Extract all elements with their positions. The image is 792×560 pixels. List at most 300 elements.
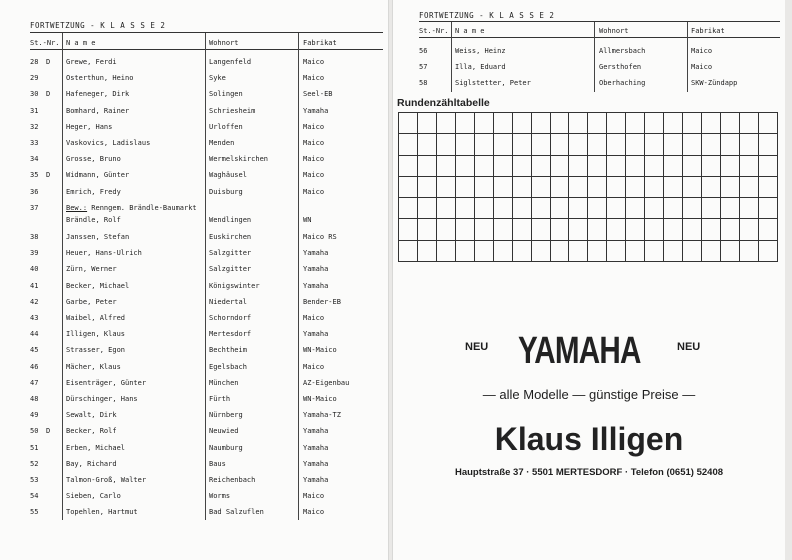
rider-name: Heger, Hans: [66, 122, 113, 131]
rider-name: Heuer, Hans-Ulrich: [66, 249, 142, 258]
lap-cell: [531, 176, 550, 197]
lap-cell: [758, 176, 777, 197]
sponsor-note: Bew.: Renngem. Brändle-Baumarkt: [66, 204, 197, 212]
table-row: [0, 473, 388, 489]
rider-make: Maico: [303, 508, 325, 517]
lap-cell: [436, 219, 455, 240]
lap-cell: [739, 134, 758, 155]
lap-cell: [531, 134, 550, 155]
lap-cell: [512, 198, 531, 219]
table-row: [0, 295, 388, 311]
col-header-name: N a m e: [455, 27, 485, 35]
lap-cell: [758, 219, 777, 240]
yamaha-logo: YAMAHA: [518, 330, 641, 372]
rider-name: Brändle, Rolf: [66, 216, 121, 224]
rider-make: Maico: [691, 63, 713, 71]
rider-name: Eisenträger, Günter: [66, 378, 147, 387]
lap-cell: [436, 134, 455, 155]
rider-make: Yamaha: [303, 330, 329, 339]
rider-hometown: Wermelskirchen: [209, 155, 269, 164]
rider-name: Illa, Eduard: [455, 63, 506, 71]
start-number: 47: [30, 378, 39, 387]
table-row: [0, 120, 388, 136]
rider-hometown: Salzgitter: [209, 265, 252, 274]
table-row: [0, 136, 388, 152]
rider-make: SKW-Zündapp: [691, 79, 738, 87]
start-number: 48: [30, 395, 39, 403]
col-header-name: N a m e: [66, 39, 96, 47]
table-row: [0, 311, 388, 327]
table-row: [0, 201, 388, 231]
lap-cell: [417, 155, 436, 176]
table-row: [393, 44, 785, 60]
start-number: 44: [30, 330, 39, 339]
ad-new-label-left: NEU: [465, 341, 489, 353]
rider-hometown: Bad Salzuflen: [209, 508, 264, 517]
start-number: 32: [30, 122, 39, 131]
rider-name: Janssen, Stefan: [66, 233, 130, 241]
lap-cell: [664, 240, 683, 261]
lap-cell: [399, 240, 418, 261]
start-number: 43: [30, 314, 39, 322]
lap-cell: [626, 155, 645, 176]
rider-hometown: Bechtheim: [209, 346, 247, 355]
rider-name: Talmon-Groß, Walter: [66, 476, 147, 484]
lap-cell: [569, 198, 588, 219]
lap-cell: [683, 198, 702, 219]
rider-make: Maico: [691, 47, 713, 55]
dealer-name: Klaus Illigen: [494, 421, 684, 457]
rider-name: Becker, Rolf: [66, 427, 117, 436]
table-row: [0, 279, 388, 295]
lap-cell: [664, 113, 683, 134]
lap-cell: [758, 198, 777, 219]
table-row: [0, 408, 388, 424]
rider-hometown: Solingen: [209, 90, 243, 99]
table-row: [0, 185, 388, 201]
lap-cell: [569, 155, 588, 176]
lap-cell: [702, 155, 721, 176]
lap-cell: [569, 240, 588, 261]
lap-cell: [626, 176, 645, 197]
lap-cell: [758, 134, 777, 155]
page-header: FORTWETZUNG - K L A S S E 2: [419, 11, 555, 20]
start-number: 50: [30, 427, 39, 436]
start-number: 28: [30, 58, 39, 66]
rider-name: Sewalt, Dirk: [66, 411, 117, 420]
lap-cell: [417, 219, 436, 240]
rider-hometown: Salzgitter: [209, 249, 252, 258]
lap-cell: [550, 198, 569, 219]
lap-cell: [702, 198, 721, 219]
lap-cell: [493, 240, 512, 261]
rider-make: Yamaha: [303, 476, 329, 484]
right-page: [392, 0, 785, 560]
lap-cell: [664, 198, 683, 219]
rider-hometown: Reichenbach: [209, 476, 256, 484]
start-number: 37: [30, 204, 39, 212]
rider-name: Garbe, Peter: [66, 297, 117, 306]
rider-make: WN-Maico: [303, 395, 337, 403]
rider-name: Grewe, Ferdi: [66, 58, 117, 66]
left-page: [0, 0, 389, 560]
rider-name: Widmann, Günter: [66, 171, 130, 180]
lap-cell: [588, 219, 607, 240]
lap-cell: [720, 198, 739, 219]
lap-cell: [455, 155, 474, 176]
col-header-fabrikat: Fabrikat: [303, 39, 337, 47]
rider-make: Maico: [303, 122, 325, 131]
rider-make: Yamaha: [303, 459, 329, 468]
lap-cell: [436, 176, 455, 197]
lap-cell: [455, 113, 474, 134]
lap-count-grid: [398, 112, 778, 262]
rider-hometown: Königswinter: [209, 281, 260, 290]
lap-cell: [569, 219, 588, 240]
ad-slogan: — alle Modelle — günstige Preise —: [482, 387, 696, 402]
rider-make: Maico RS: [303, 233, 337, 241]
rider-name: Weiss, Heinz: [455, 47, 506, 55]
rider-make: Maico: [303, 187, 325, 196]
rider-name: Osterthun, Heino: [66, 74, 134, 83]
lap-cell: [493, 155, 512, 176]
lap-cell: [645, 198, 664, 219]
col-header-wohnort: Wohnort: [599, 27, 629, 35]
rider-hometown: Syke: [209, 74, 226, 83]
start-number: 45: [30, 346, 39, 355]
rider-name: Illigen, Klaus: [66, 330, 126, 339]
lap-table-title: Rundenzähltabelle: [397, 97, 490, 109]
table-row: [0, 55, 388, 71]
table-row: [0, 424, 388, 440]
lap-cell: [493, 113, 512, 134]
rider-hometown: Langenfeld: [209, 58, 252, 66]
rider-hometown: Neuwied: [209, 427, 239, 436]
lap-cell: [588, 155, 607, 176]
lap-cell: [645, 113, 664, 134]
rider-name: Strasser, Egon: [66, 346, 126, 355]
page-header: FORTWETZUNG - K L A S S E 2: [30, 21, 166, 30]
lap-cell: [474, 155, 493, 176]
lap-cell: [702, 240, 721, 261]
award-mark: D: [46, 90, 51, 99]
award-mark: D: [46, 58, 51, 66]
lap-cell: [399, 134, 418, 155]
lap-cell: [417, 113, 436, 134]
rider-hometown: Schriesheim: [209, 106, 256, 115]
lap-cell: [474, 134, 493, 155]
table-top-rule: [30, 32, 383, 33]
rider-make: WN: [303, 216, 312, 224]
lap-cell: [739, 176, 758, 197]
lap-cell: [474, 219, 493, 240]
lap-cell: [436, 155, 455, 176]
rider-name: Dürschinger, Hans: [66, 395, 138, 403]
lap-cell: [531, 219, 550, 240]
rider-hometown: München: [209, 378, 239, 387]
rider-hometown: Nürnberg: [209, 411, 243, 420]
lap-cell: [607, 155, 626, 176]
lap-cell: [702, 219, 721, 240]
lap-cell: [474, 113, 493, 134]
rider-make: AZ-Eigenbau: [303, 378, 350, 387]
lap-cell: [702, 176, 721, 197]
start-number: 58: [419, 79, 428, 87]
rider-hometown: Egelsbach: [209, 362, 247, 371]
lap-cell: [702, 134, 721, 155]
lap-cell: [455, 219, 474, 240]
lap-cell: [493, 176, 512, 197]
lap-cell: [607, 134, 626, 155]
lap-cell: [569, 134, 588, 155]
col-header-wohnort: Wohnort: [209, 39, 239, 47]
lap-cell: [550, 134, 569, 155]
table-row: [393, 60, 785, 76]
rider-make: Seel-EB: [303, 90, 333, 99]
lap-cell: [512, 240, 531, 261]
lap-cell: [720, 113, 739, 134]
start-number: 51: [30, 443, 39, 452]
rider-hometown: Urloffen: [209, 122, 243, 131]
dealer-address: Hauptstraße 37 · 5501 MERTESDORF · Telefon (0651) 52408: [454, 467, 724, 478]
lap-cell: [455, 198, 474, 219]
lap-cell: [531, 155, 550, 176]
rider-make: Bender-EB: [303, 297, 341, 306]
rider-hometown: Menden: [209, 139, 235, 147]
lap-cell: [550, 219, 569, 240]
start-number: 57: [419, 63, 428, 71]
lap-cell: [645, 134, 664, 155]
lap-cell: [626, 134, 645, 155]
lap-cell: [399, 155, 418, 176]
lap-cell: [550, 155, 569, 176]
rider-hometown: Niedertal: [209, 297, 247, 306]
lap-cell: [607, 219, 626, 240]
start-number: 55: [30, 508, 39, 517]
lap-cell: [720, 176, 739, 197]
col-header-fabrikat: Fabrikat: [691, 27, 725, 35]
award-mark: D: [46, 171, 51, 180]
lap-cell: [758, 113, 777, 134]
lap-cell: [550, 176, 569, 197]
start-number: 31: [30, 106, 39, 115]
lap-cell: [588, 176, 607, 197]
rider-name: Erben, Michael: [66, 443, 126, 452]
rider-name: Siglstetter, Peter: [455, 79, 531, 87]
start-number: 29: [30, 74, 39, 83]
lap-cell: [455, 176, 474, 197]
rider-make: Maico: [303, 139, 325, 147]
start-number: 54: [30, 492, 39, 501]
table-row: [0, 230, 388, 246]
lap-cell: [607, 240, 626, 261]
lap-cell: [720, 240, 739, 261]
lap-cell: [455, 134, 474, 155]
lap-cell: [645, 219, 664, 240]
start-number: 36: [30, 187, 39, 196]
table-row: [0, 505, 388, 521]
start-number: 41: [30, 281, 39, 290]
lap-cell: [607, 113, 626, 134]
col-header-nr: St.-Nr.: [30, 39, 60, 47]
table-row: [0, 327, 388, 343]
lap-cell: [739, 240, 758, 261]
rider-make: Maico: [303, 155, 325, 164]
rider-name: Zürn, Werner: [66, 265, 117, 274]
lap-cell: [512, 113, 531, 134]
lap-cell: [626, 219, 645, 240]
rider-hometown: Gersthofen: [599, 63, 642, 71]
rider-make: Maico: [303, 58, 325, 66]
rider-name: Mächer, Klaus: [66, 362, 121, 371]
rider-hometown: Waghäusel: [209, 171, 247, 180]
lap-cell: [436, 113, 455, 134]
lap-cell: [417, 198, 436, 219]
rider-hometown: Worms: [209, 492, 231, 501]
rider-hometown: Baus: [209, 459, 226, 468]
lap-cell: [739, 198, 758, 219]
lap-cell: [550, 113, 569, 134]
lap-cell: [626, 198, 645, 219]
lap-cell: [474, 176, 493, 197]
start-number: 53: [30, 476, 39, 484]
rider-name: Vaskovics, Ladislaus: [66, 139, 151, 147]
lap-cell: [645, 155, 664, 176]
lap-cell: [493, 134, 512, 155]
start-number: 30: [30, 90, 39, 99]
rider-make: Yamaha: [303, 281, 329, 290]
ad-new-label-right: NEU: [677, 341, 701, 353]
table-row: [0, 392, 388, 408]
start-number: 56: [419, 47, 428, 55]
award-mark: D: [46, 427, 51, 436]
table-row: [0, 87, 388, 103]
lap-cell: [436, 240, 455, 261]
lap-cell: [531, 240, 550, 261]
lap-cell: [512, 134, 531, 155]
start-number: 39: [30, 249, 39, 258]
lap-cell: [474, 240, 493, 261]
lap-cell: [758, 240, 777, 261]
col-header-nr: St.-Nr.: [419, 27, 449, 35]
lap-cell: [569, 176, 588, 197]
table-top-rule: [419, 21, 780, 22]
rider-make: Maico: [303, 314, 325, 322]
table-row: [0, 246, 388, 262]
lap-cell: [417, 134, 436, 155]
lap-cell: [399, 198, 418, 219]
lap-cell: [474, 198, 493, 219]
table-row: [0, 71, 388, 87]
rider-name: Waibel, Alfred: [66, 314, 126, 322]
table-row: [0, 376, 388, 392]
lap-cell: [493, 198, 512, 219]
lap-cell: [626, 240, 645, 261]
lap-cell: [417, 240, 436, 261]
lap-cell: [607, 176, 626, 197]
table-row: [0, 343, 388, 359]
lap-cell: [399, 176, 418, 197]
rider-make: Maico: [303, 492, 325, 501]
lap-cell: [664, 134, 683, 155]
lap-cell: [683, 240, 702, 261]
lap-cell: [702, 113, 721, 134]
table-row: [393, 76, 785, 92]
rider-make: Maico: [303, 171, 325, 180]
lap-cell: [550, 240, 569, 261]
lap-cell: [512, 219, 531, 240]
rider-make: WN-Maico: [303, 346, 337, 355]
lap-cell: [683, 155, 702, 176]
lap-cell: [455, 240, 474, 261]
table-row: [0, 489, 388, 505]
table-row: [0, 457, 388, 473]
rider-hometown: Oberhaching: [599, 79, 646, 87]
rider-name: Bomhard, Rainer: [66, 106, 130, 115]
rider-name: Bay, Richard: [66, 459, 117, 468]
lap-cell: [493, 219, 512, 240]
lap-cell: [569, 113, 588, 134]
table-row: [0, 104, 388, 120]
rider-make: Maico: [303, 362, 325, 371]
rider-make: Yamaha: [303, 106, 329, 115]
rider-hometown: Wendlingen: [209, 216, 252, 224]
lap-cell: [758, 155, 777, 176]
lap-cell: [739, 155, 758, 176]
lap-cell: [399, 219, 418, 240]
lap-cell: [531, 198, 550, 219]
lap-cell: [739, 113, 758, 134]
lap-cell: [417, 176, 436, 197]
rider-hometown: Naumburg: [209, 443, 243, 452]
lap-cell: [683, 219, 702, 240]
start-number: 52: [30, 459, 39, 468]
rider-hometown: Schorndorf: [209, 314, 252, 322]
rider-name: Sieben, Carlo: [66, 492, 121, 501]
rider-name: Topehlen, Hartmut: [66, 508, 138, 517]
lap-cell: [436, 198, 455, 219]
start-number: 35: [30, 171, 39, 180]
lap-cell: [664, 155, 683, 176]
start-number: 42: [30, 297, 39, 306]
lap-cell: [664, 176, 683, 197]
rider-name: Hafeneger, Dirk: [66, 90, 130, 99]
lap-cell: [588, 134, 607, 155]
rider-hometown: Duisburg: [209, 187, 243, 196]
rider-hometown: Fürth: [209, 395, 231, 403]
table-row: [0, 152, 388, 168]
lap-cell: [739, 219, 758, 240]
lap-cell: [588, 113, 607, 134]
lap-cell: [683, 134, 702, 155]
header-rule: [419, 37, 780, 38]
header-rule: [30, 49, 383, 50]
lap-cell: [683, 176, 702, 197]
lap-cell: [720, 155, 739, 176]
start-number: 49: [30, 411, 39, 420]
rider-make: Yamaha: [303, 443, 329, 452]
lap-cell: [512, 176, 531, 197]
rider-hometown: Euskirchen: [209, 233, 252, 241]
lap-cell: [626, 113, 645, 134]
lap-cell: [645, 176, 664, 197]
lap-cell: [607, 198, 626, 219]
lap-cell: [720, 134, 739, 155]
lap-cell: [664, 219, 683, 240]
lap-cell: [399, 113, 418, 134]
lap-cell: [683, 113, 702, 134]
lap-cell: [588, 240, 607, 261]
